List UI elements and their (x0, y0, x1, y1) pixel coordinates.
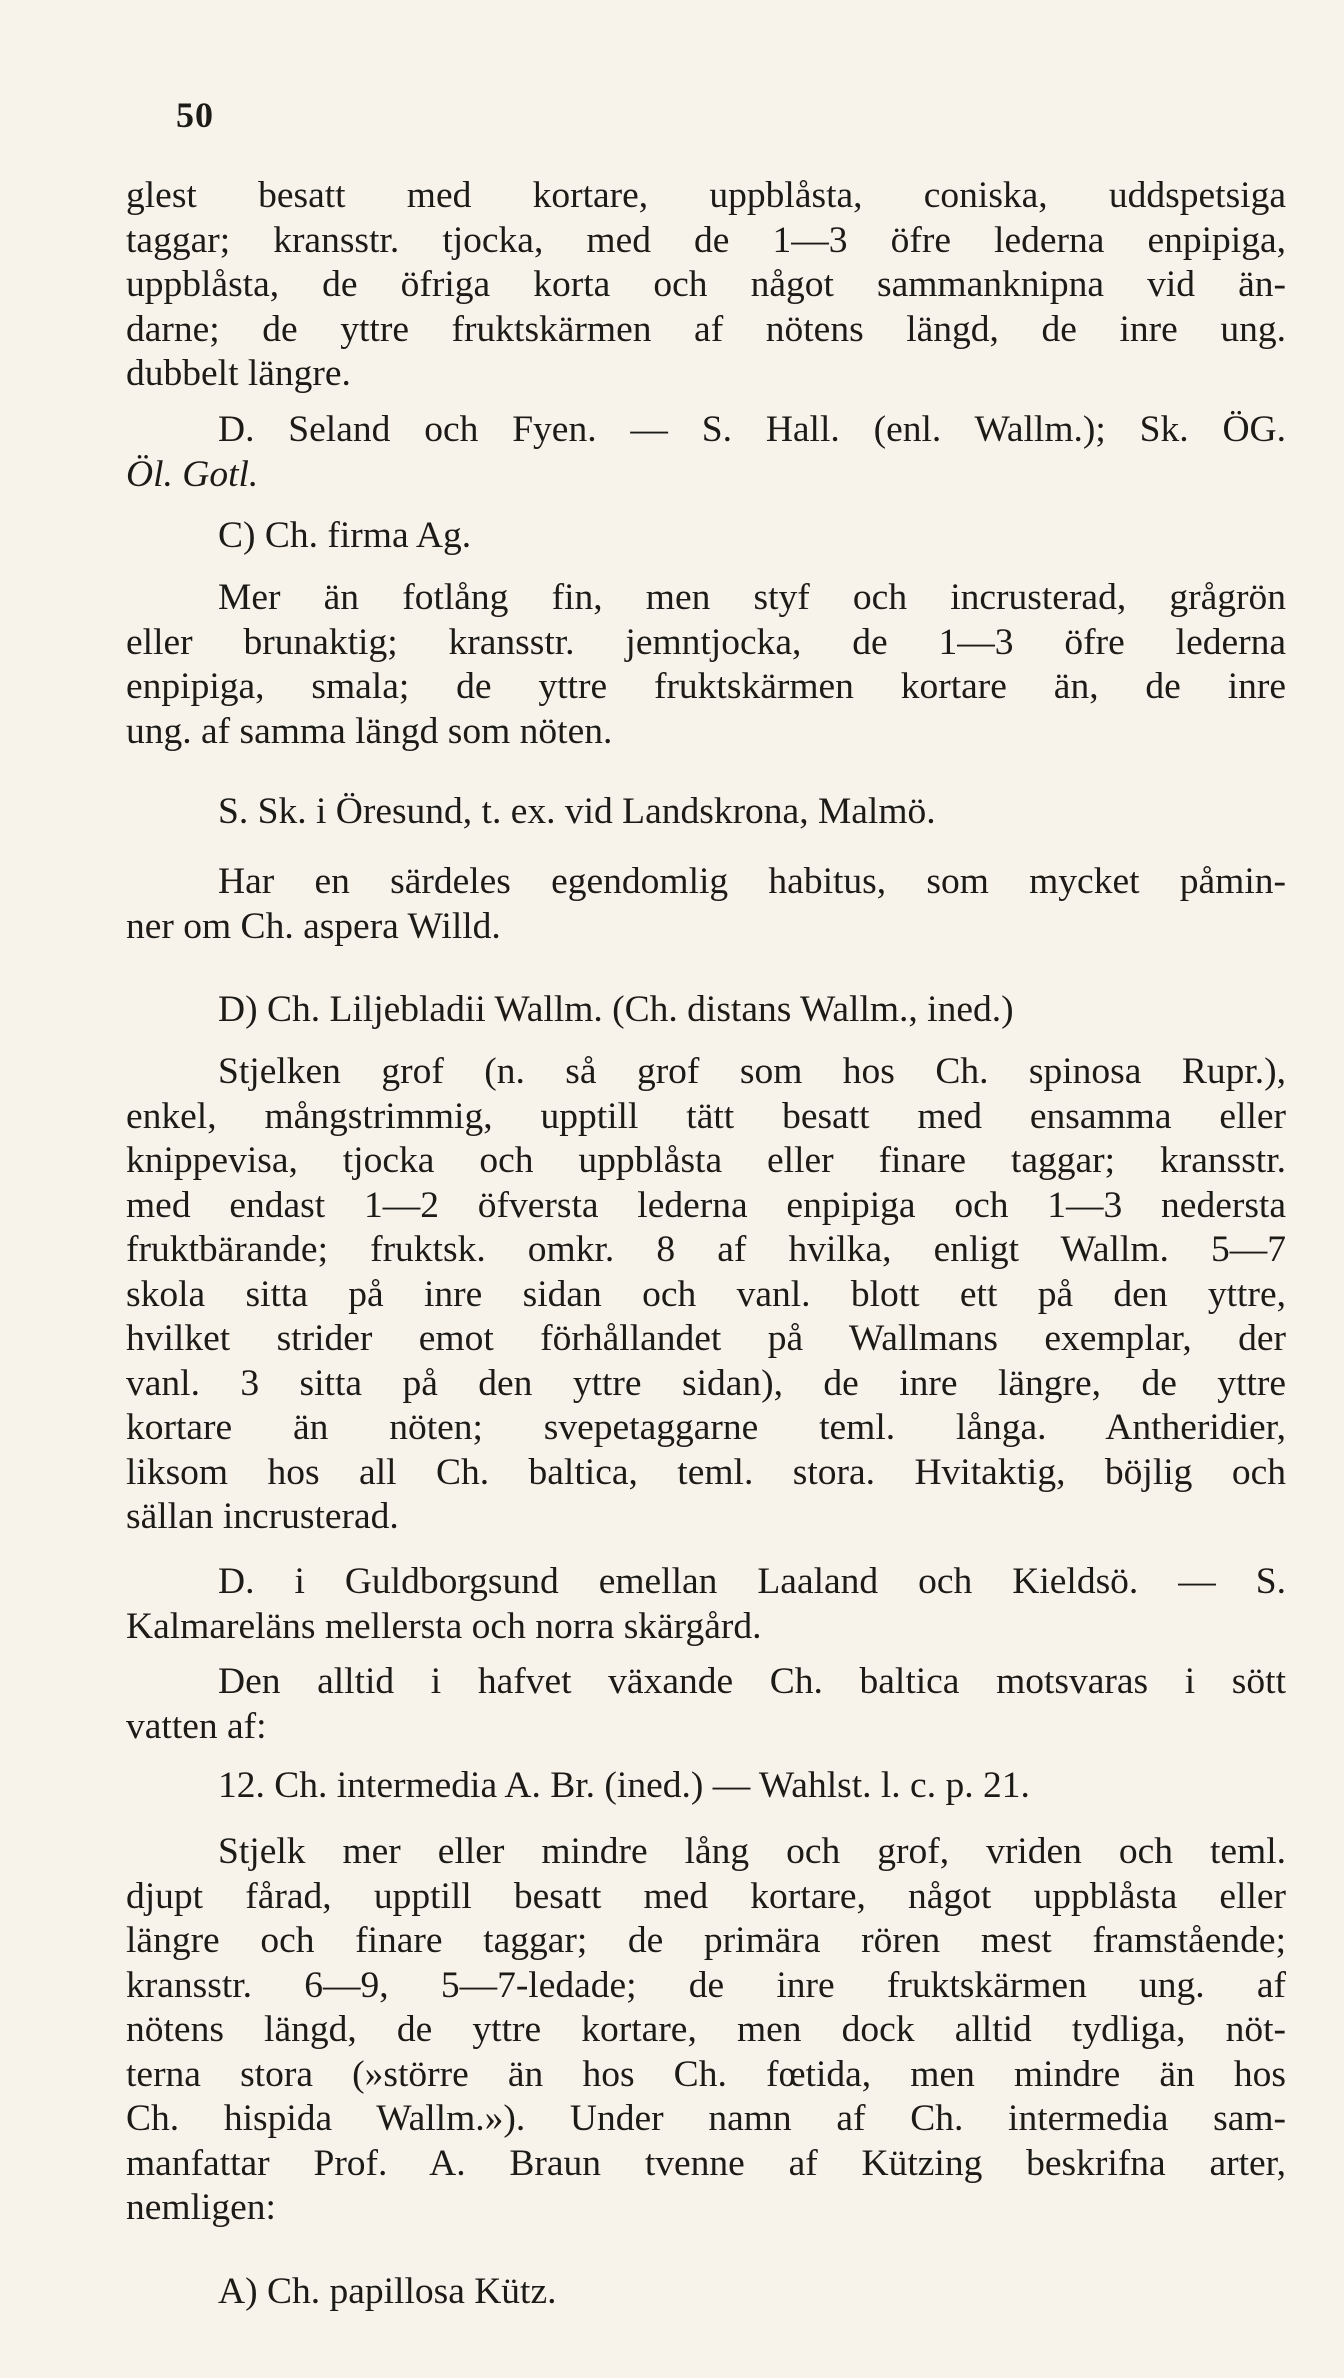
text-line: eller brunaktig; kransstr. jemntjocka, de 1—3 öfre lederna (126, 621, 1286, 663)
text-line: nemligen: (126, 2187, 276, 2228)
text-line: Stjelken grof (n. så grof som hos Ch. spinosa Rupr.), (218, 1051, 1286, 1092)
paragraph-baltica (126, 1660, 1286, 1749)
text-line: glest besatt med kortare, uppblåsta, coniska, uddspetsiga (126, 175, 1286, 216)
text-line: manfattar Prof. A. Braun tvenne af Kützing beskrifna arter, (126, 2142, 1286, 2184)
text-line: Mer än fotlång fin, men styf och incrusterad, grågrön (218, 577, 1286, 618)
section-heading-c: C) Ch. firma Ag. (218, 515, 472, 556)
locality-note: S. Sk. i Öresund, t. ex. vid Landskrona, Malmö. (218, 791, 936, 832)
section-heading-12: 12. Ch. intermedia A. Br. (ined.) — Wahlst. l. c. p. 21. (218, 1765, 1030, 1806)
paragraph-firma (126, 576, 1286, 754)
text-line: nötens längd, de yttre kortare, men dock alltid tydliga, nöt- (126, 2009, 1286, 2050)
text-line: enkel, mångstrimmig, upptill tätt besatt med ensamma eller (126, 1095, 1286, 1137)
text-line: kortare än nöten; svepetaggarne teml. långa. Antheridier, (126, 1407, 1286, 1448)
text-line: sällan incrusterad. (126, 1496, 399, 1537)
text-line: Har en särdeles egendomlig habitus, som mycket påmin- (218, 861, 1286, 902)
text-line: vanl. 3 sitta på den yttre sidan), de inre längre, de yttre (126, 1362, 1286, 1404)
text-line: med endast 1—2 öfversta lederna enpipiga och 1—3 nedersta (126, 1184, 1286, 1226)
section-heading-a: A) Ch. papillosa Kütz. (218, 2271, 557, 2312)
text-line: uppblåsta, de öfriga korta och något sammanknipna vid än- (126, 264, 1286, 305)
text-line: Öl. Gotl. (126, 453, 259, 495)
text-line: terna stora (»större än hos Ch. fœtida, men mindre än hos (126, 2053, 1286, 2095)
distribution-note-2 (126, 1560, 1286, 1649)
text-line: Kalmareläns mellersta och norra skärgård. (126, 1605, 762, 1647)
text-line: Den alltid i hafvet växande Ch. baltica motsvaras i sött (218, 1661, 1286, 1702)
text-line: vatten af: (126, 1705, 267, 1747)
text-line: darne; de yttre fruktskärmen af nötens längd, de inre ung. (126, 308, 1286, 350)
text-line: knippevisa, tjocka och uppblåsta eller finare taggar; kransstr. (126, 1140, 1286, 1181)
paragraph-continuation (126, 174, 1286, 397)
text-line: längre och finare taggar; de primära rören mest framstående; (126, 1920, 1286, 1961)
text-line: ung. af samma längd som nöten. (126, 710, 613, 752)
text-line: dubbelt längre. (126, 353, 351, 394)
text-line: Stjelk mer eller mindre lång och grof, vriden och teml. (218, 1831, 1286, 1872)
text-line: liksom hos all Ch. baltica, teml. stora. Hvitaktig, böjlig och (126, 1451, 1286, 1493)
paragraph-liljebladii (126, 1050, 1286, 1540)
text-line: skola sitta på inre sidan och vanl. blott ett på den yttre, (126, 1273, 1286, 1315)
text-line: hvilket strider emot förhållandet på Wallmans exemplar, der (126, 1318, 1286, 1359)
text-line: kransstr. 6—9, 5—7-ledade; de inre fruktskärmen ung. af (126, 1964, 1286, 2006)
text-line: fruktbärande; fruktsk. omkr. 8 af hvilka, enligt Wallm. 5—7 (126, 1229, 1286, 1270)
text-line: enpipiga, smala; de yttre fruktskärmen kortare än, de inre (126, 666, 1286, 707)
text-line: D. Seland och Fyen. — S. Hall. (enl. Wallm.); Sk. ÖG. (218, 409, 1286, 450)
page-number: 50 (176, 95, 214, 135)
paragraph-habitus (126, 860, 1286, 949)
text-line: ner om Ch. aspera Willd. (126, 905, 501, 947)
paragraph-intermedia (126, 1830, 1286, 2231)
text-line: djupt fårad, upptill besatt med kortare, något uppblåsta eller (126, 1875, 1286, 1917)
distribution-note (126, 408, 1286, 497)
text-line: Ch. hispida Wallm.»). Under namn af Ch. intermedia sam- (126, 2098, 1286, 2139)
text-line: taggar; kransstr. tjocka, med de 1—3 öfre lederna enpipiga, (126, 219, 1286, 261)
section-heading-d: D) Ch. Liljebladii Wallm. (Ch. distans Wallm., ined.) (218, 989, 1014, 1030)
text-line: D. i Guldborgsund emellan Laaland och Kieldsö. — S. (218, 1561, 1286, 1602)
